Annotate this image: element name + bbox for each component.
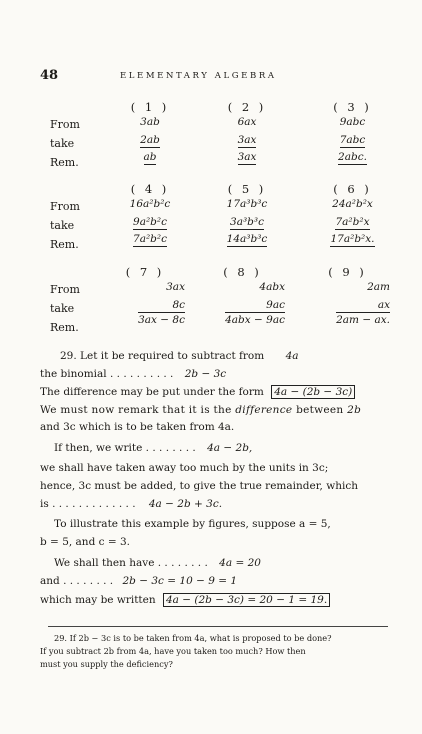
page-number: 48 — [40, 68, 59, 83]
example-6 — [305, 182, 400, 247]
minuend: 2am — [367, 281, 390, 293]
example-8 — [200, 265, 285, 326]
example-number: ( 9 ) — [328, 265, 367, 279]
example-3 — [310, 100, 395, 165]
subtrahend: 2ab — [140, 134, 160, 146]
example-4 — [105, 182, 195, 247]
minuend: 3ax — [166, 281, 185, 293]
example-number: ( 3 ) — [333, 100, 372, 114]
body-line: To illustrate this example by figures, suppose a = 5, — [54, 518, 331, 530]
body-line: hence, 3c must be added, to give the true remainder, which — [40, 480, 358, 492]
body-line: we shall have taken away too much by the units in 3c; — [40, 462, 329, 474]
text: between — [296, 404, 344, 416]
minuend: 6ax — [237, 116, 257, 128]
minuend: 4abx — [259, 281, 285, 293]
subtrahend: 9a²b²c — [133, 216, 167, 228]
example-5 — [202, 182, 292, 247]
label-take: take — [50, 302, 75, 315]
example-2 — [207, 100, 287, 165]
text: We must now remark that it is the — [40, 404, 232, 416]
remainder: 4abx − 9ac — [225, 314, 285, 326]
label-take: take — [50, 219, 75, 232]
subtrahend: 8c — [172, 299, 185, 311]
remainder: 14a³b³c — [226, 233, 268, 245]
example-7 — [105, 265, 185, 326]
body-line — [40, 404, 361, 416]
example-number: ( 7 ) — [125, 265, 165, 279]
remainder: 2am − ax. — [336, 314, 390, 326]
body-line — [40, 594, 330, 606]
text: the binomial . . . . . . . . . . — [40, 368, 174, 380]
label-from: From — [50, 118, 80, 131]
math-expr: 2b − 3c — [184, 368, 227, 380]
subtrahend: 7a²b²x — [335, 216, 370, 228]
text: and . . . . . . . . — [40, 575, 114, 587]
running-title: ELEMENTARY ALGEBRA — [120, 71, 277, 81]
text: is . . . . . . . . . . . . . — [40, 498, 136, 510]
example-number: ( 6 ) — [333, 182, 372, 196]
remainder: ab — [143, 151, 157, 163]
text: 29. Let it be required to subtract from — [60, 350, 265, 362]
subtrahend: ax — [377, 299, 390, 311]
example-number: ( 8 ) — [223, 265, 262, 279]
body-line — [60, 350, 299, 362]
math-expr: 4a = 20 — [219, 557, 261, 569]
minuend: 9abc — [339, 116, 366, 128]
text: The difference may be put under the form — [40, 386, 264, 398]
minuend: 3ab — [140, 116, 160, 128]
math-expr: 2b − 3c = 10 − 9 = 1 — [122, 575, 238, 587]
body-line: and 3c which is to be taken from 4a. — [40, 421, 235, 433]
text: We shall then have . . . . . . . . — [54, 557, 208, 569]
text: which may be written — [40, 594, 156, 606]
text: If then, we write . . . . . . . . — [54, 442, 196, 454]
remainder: 3ax − 8c — [138, 314, 185, 326]
body-line — [40, 386, 355, 398]
label-from: From — [50, 200, 80, 213]
remainder: 17a²b²x. — [330, 233, 375, 245]
example-1 — [110, 100, 190, 165]
body-line — [40, 498, 222, 510]
example-number: ( 5 ) — [227, 182, 267, 196]
label-take: take — [50, 137, 75, 150]
subtrahend: 7abc — [339, 134, 366, 146]
example-number: ( 2 ) — [227, 100, 267, 114]
body-line — [54, 557, 261, 569]
math-expr: 4a − 2b, — [207, 442, 253, 454]
footnote-rule — [48, 626, 388, 627]
remainder: 3ax — [237, 151, 257, 163]
subtrahend: 3a³b³c — [230, 216, 264, 228]
body-line — [54, 442, 252, 454]
minuend: 17a³b³c — [226, 198, 268, 210]
footnote-line: must you supply the deficiency? — [40, 659, 173, 669]
body-line — [40, 368, 226, 380]
body-line: b = 5, and c = 3. — [40, 536, 131, 548]
example-9 — [305, 265, 390, 326]
math-expr: 4a − (2b − 3c) = 20 − 1 = 19. — [163, 593, 330, 607]
remainder: 7a²b²c — [133, 233, 167, 245]
math-expr: 2b — [347, 404, 362, 416]
label-from: From — [50, 283, 80, 296]
emphasis: difference — [235, 404, 293, 416]
footnote-line: 29. If 2b − 3c is to be taken from 4a, what is proposed to be done? — [54, 633, 332, 643]
body-line — [40, 575, 237, 587]
minuend: 24a²b²x — [332, 198, 373, 210]
example-number: ( 1 ) — [130, 100, 170, 114]
label-rem: Rem. — [50, 321, 79, 334]
math-expr: 4a − 2b + 3c. — [148, 498, 223, 510]
footnote-line: If you subtract 2b from 4a, have you taken too much? How then — [40, 646, 306, 656]
math-expr: 4a — [285, 350, 299, 362]
minuend: 16a²b²c — [129, 198, 171, 210]
label-rem: Rem. — [50, 238, 79, 251]
label-rem: Rem. — [50, 156, 79, 169]
math-expr: 4a − (2b − 3c) — [271, 385, 355, 399]
example-number: ( 4 ) — [130, 182, 170, 196]
subtrahend: 3ax — [237, 134, 257, 146]
subtrahend: 9ac — [266, 299, 285, 311]
remainder: 2abc. — [338, 151, 367, 163]
